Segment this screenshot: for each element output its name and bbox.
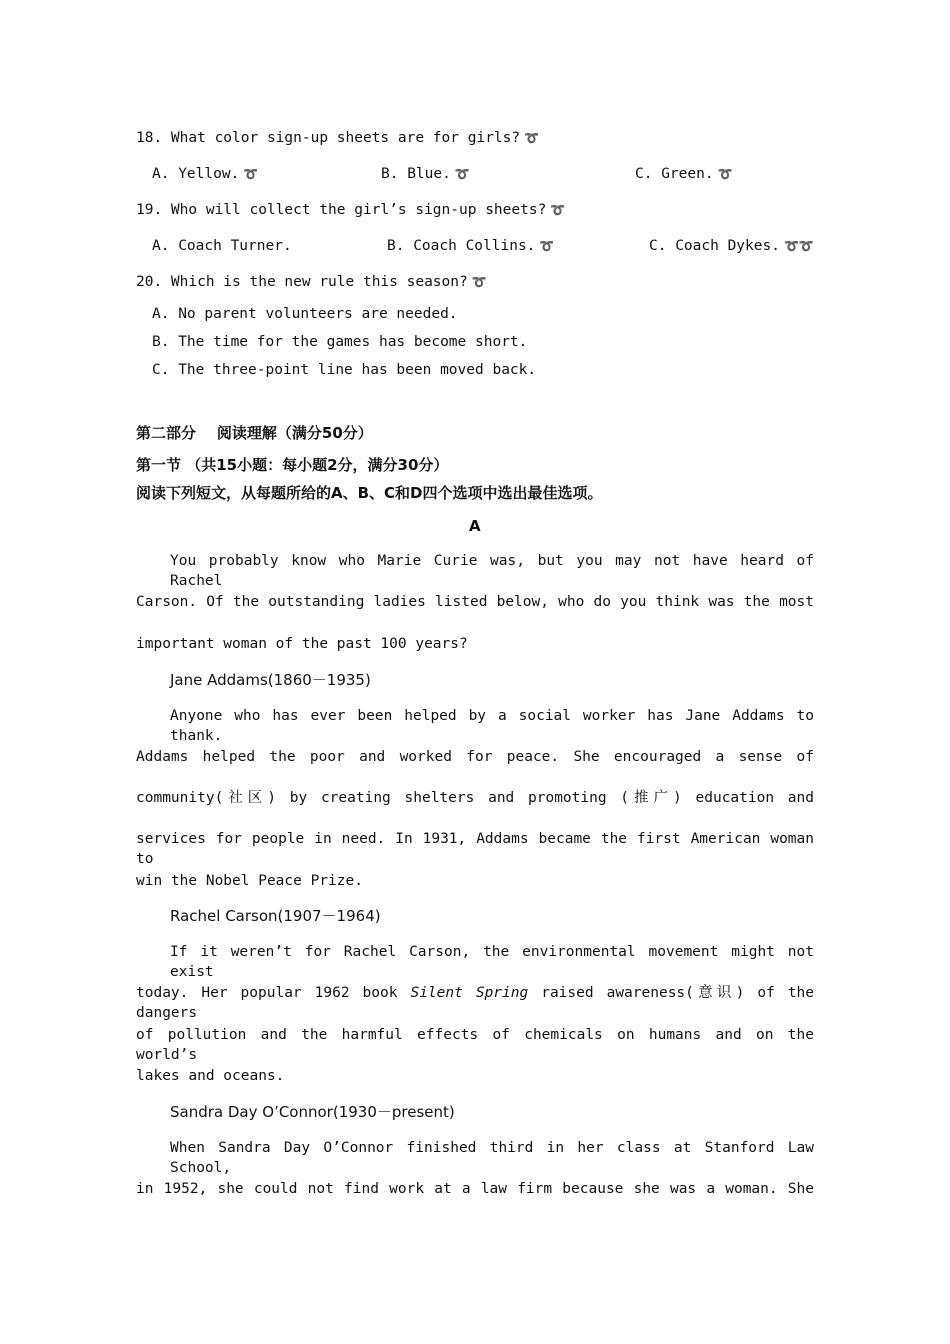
option-text: A. Coach Turner. bbox=[152, 238, 292, 254]
audio-mark-icon: ➰ bbox=[524, 131, 540, 145]
option-text: B. Blue. bbox=[381, 166, 451, 182]
question-19-option-c bbox=[649, 236, 814, 256]
passage-label: A bbox=[469, 517, 481, 535]
addams-heading: Jane Addams(1860－1935) bbox=[170, 671, 371, 689]
audio-mark-icon: ➰ bbox=[717, 167, 733, 181]
question-20 bbox=[136, 272, 487, 292]
intro-line-3: important woman of the past 100 years? bbox=[136, 636, 468, 652]
oconnor-line-2: in 1952, she could not find work at a law firm because she was a woman. She bbox=[136, 1181, 814, 1197]
question-20-option-b: B. The time for the games has become short. bbox=[152, 334, 528, 350]
oconnor-heading: Sandra Day O’Connor(1930－present) bbox=[170, 1103, 455, 1121]
question-18-option-b bbox=[381, 164, 470, 184]
carson-line-4: lakes and oceans. bbox=[136, 1068, 285, 1084]
option-text: C. Green. bbox=[635, 166, 714, 182]
section-subtitle: 第一节 （共15小题：每小题2分，满分30分） bbox=[136, 456, 449, 474]
carson-line-3: of pollution and the harmful effects of chemicals on humans and on the world’s bbox=[136, 1027, 814, 1063]
question-19-option-a bbox=[152, 236, 292, 256]
carson-line-2-post: raised awareness(意识) of the dangers bbox=[136, 985, 815, 1021]
addams-line-3: community(社区) by creating shelters and promoting (推广) education and bbox=[136, 790, 814, 806]
audio-mark-icon: ➰ bbox=[243, 167, 259, 181]
carson-heading: Rachel Carson(1907－1964) bbox=[170, 907, 381, 925]
addams-line-5: win the Nobel Peace Prize. bbox=[136, 873, 363, 889]
audio-mark-icon: ➰➰ bbox=[783, 239, 814, 253]
question-18 bbox=[136, 128, 539, 148]
addams-line-2: Addams helped the poor and worked for peace. She encouraged a sense of bbox=[136, 749, 814, 765]
carson-line-2 bbox=[136, 983, 814, 1023]
option-text: A. Yellow. bbox=[152, 166, 240, 182]
question-19-option-b bbox=[387, 236, 554, 256]
audio-mark-icon: ➰ bbox=[539, 239, 555, 253]
addams-line-1: Anyone who has ever been helped by a social worker has Jane Addams to thank. bbox=[170, 708, 814, 744]
question-19-stem: 19. Who will collect the girl’s sign-up sheets? bbox=[136, 202, 547, 218]
audio-mark-icon: ➰ bbox=[550, 203, 566, 217]
carson-line-1: If it weren’t for Rachel Carson, the environmental movement might not exist bbox=[170, 944, 814, 980]
question-18-option-a bbox=[152, 164, 258, 184]
audio-mark-icon: ➰ bbox=[471, 275, 487, 289]
book-title: Silent Spring bbox=[410, 985, 529, 1001]
question-20-option-c: C. The three-point line has been moved back. bbox=[152, 362, 537, 378]
question-18-stem: 18. What color sign-up sheets are for girls? bbox=[136, 130, 521, 146]
question-20-option-a: A. No parent volunteers are needed. bbox=[152, 306, 458, 322]
oconnor-line-1: When Sandra Day O’Connor finished third in her class at Stanford Law School, bbox=[170, 1140, 814, 1176]
question-19 bbox=[136, 200, 565, 220]
option-text: C. Coach Dykes. bbox=[649, 238, 780, 254]
option-text: B. Coach Collins. bbox=[387, 238, 536, 254]
audio-mark-icon: ➰ bbox=[454, 167, 470, 181]
part-title: 第二部分 阅读理解（满分50分） bbox=[136, 424, 373, 442]
question-20-stem: 20. Which is the new rule this season? bbox=[136, 274, 468, 290]
intro-line-1: You probably know who Marie Curie was, but you may not have heard of Rachel bbox=[170, 553, 814, 589]
section-instruction: 阅读下列短文，从每题所给的A、B、C和D四个选项中选出最佳选项。 bbox=[136, 484, 603, 502]
question-18-option-c bbox=[635, 164, 733, 184]
addams-line-4: services for people in need. In 1931, Addams became the first American woman to bbox=[136, 831, 814, 867]
carson-line-2-pre: today. Her popular 1962 book bbox=[136, 985, 398, 1001]
intro-line-2: Carson. Of the outstanding ladies listed below, who do you think was the most bbox=[136, 594, 814, 610]
